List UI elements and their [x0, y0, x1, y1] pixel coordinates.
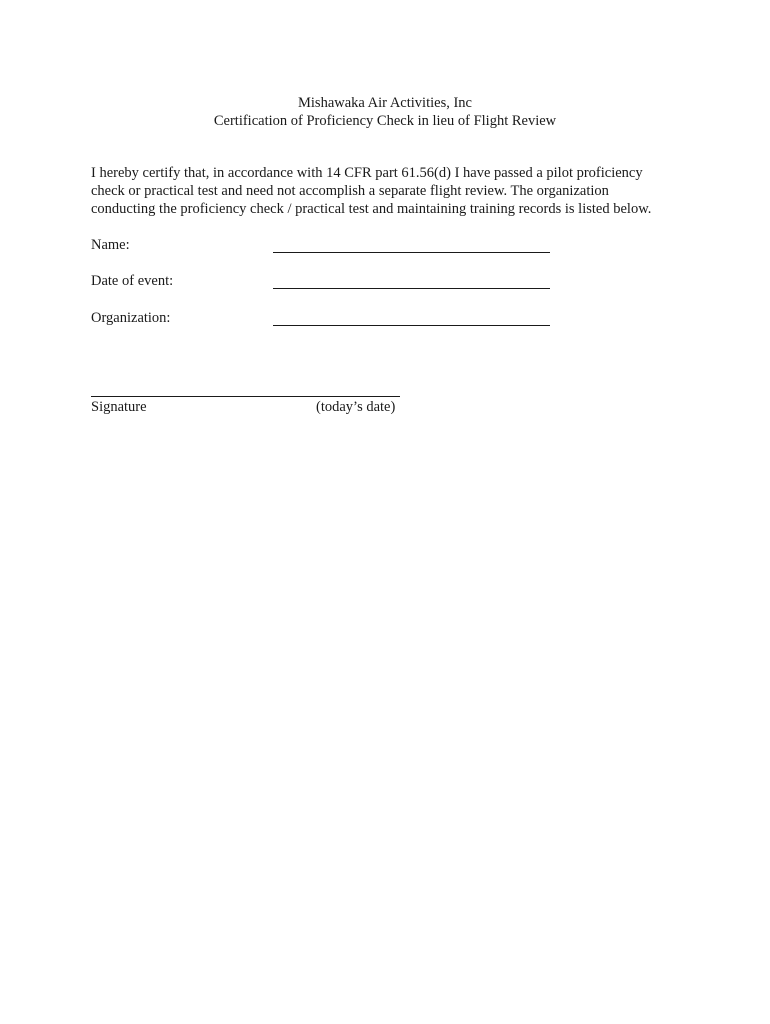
certification-statement: [91, 164, 691, 219]
certification-line-2: check or practical test and need not accomplish a separate flight review. The organization: [91, 183, 609, 200]
company-name: Mishawaka Air Activities, Inc: [298, 95, 472, 111]
todays-date-label: (today’s date): [316, 399, 396, 415]
name-label: Name:: [91, 237, 130, 253]
signature-blank-line: [91, 396, 400, 397]
name-blank-line: [273, 252, 550, 253]
organization-blank-line: [273, 325, 550, 326]
date-of-event-label: Date of event:: [91, 273, 174, 289]
certification-line-1: I hereby certify that, in accordance with 14 CFR part 61.56(d) I have passed a pilot proficiency: [91, 165, 643, 181]
certification-line-3: conducting the proficiency check / practical test and maintaining training records is listed below.: [91, 201, 652, 218]
document-title: Certification of Proficiency Check in lieu of Flight Review: [213, 113, 557, 129]
signature-label: Signature: [91, 399, 147, 415]
organization-label: Organization:: [91, 310, 171, 326]
date-of-event-blank-line: [273, 288, 550, 289]
